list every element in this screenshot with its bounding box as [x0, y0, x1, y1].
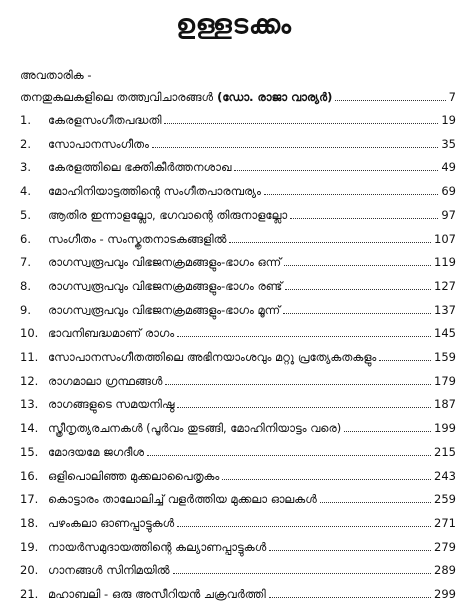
entry-title: രാഗങ്ങളുടെ സമയനിഷ്ഠ [48, 397, 175, 412]
entry-title: രാഗസ്വരൂപവും വിഭജനക്രമങ്ങളും-ഭാഗം ഒന്ന് [48, 255, 282, 270]
page-number: 271 [434, 515, 456, 530]
entry-number: 1. [20, 113, 31, 127]
entry-number: 10. [20, 326, 39, 341]
entry-title: സോപാനസംഗീതത്തിലെ അഭിനയാംശവും മറ്റു പ്രത്യേകതകളും [48, 350, 377, 364]
dot-leader [234, 170, 438, 171]
entry-number: 13. [20, 397, 39, 412]
toc-entry-row[interactable] [20, 346, 456, 364]
page-number: 215 [434, 444, 456, 459]
dot-leader [177, 407, 431, 408]
entry-title: കൊട്ടാരം താലോലിച്ച് വളർത്തിയ മുക്കലാ ഓലകൾ [48, 492, 317, 507]
page-number: 119 [434, 255, 456, 270]
entry-number: 8. [20, 278, 31, 293]
dot-leader [177, 336, 431, 337]
toc-entry-row[interactable] [20, 441, 456, 459]
entry-title: നായർസമുദായത്തിന്റെ കല്യാണപ്പാട്ടുകൾ [48, 539, 267, 554]
dot-leader [222, 479, 431, 480]
page-number: 199 [434, 421, 456, 436]
page-number: 69 [441, 184, 456, 199]
dot-leader [379, 360, 431, 361]
toc-entry-row[interactable] [20, 322, 456, 340]
toc-entry-row[interactable] [20, 204, 456, 222]
entry-number: 4. [20, 184, 31, 199]
page-number: 107 [434, 231, 456, 246]
page-number: 35 [441, 136, 456, 151]
entry-number: 5. [20, 207, 31, 222]
page-title: ഉള്ളടക്കം [176, 10, 292, 40]
page-number: 279 [434, 539, 456, 554]
dot-leader [283, 313, 431, 314]
entry-number: 15. [20, 444, 39, 459]
entry-number: 3. [20, 160, 31, 175]
dot-leader [285, 289, 431, 290]
entry-number: 21. [20, 587, 39, 601]
entry-title: പഴംകലാ ഓണപ്പാട്ടുകൾ [48, 515, 175, 530]
toc-entry-row[interactable] [20, 417, 456, 435]
entry-number: 6. [20, 231, 31, 246]
toc-preface-row[interactable] [20, 86, 456, 104]
toc-entry-row[interactable] [20, 109, 456, 127]
entry-number: 20. [20, 563, 39, 578]
entry-title: സ്ത്രീനൃത്യരചനകൾ (പൂർവം തുടങ്ങി, മോഹിനിയാട്ടം വരെ) [48, 421, 342, 436]
dot-leader [290, 218, 438, 219]
toc-entry-row[interactable] [20, 393, 456, 411]
entry-title: സംഗീതം - സംസ്കൃതനാടകങ്ങളിൽ [48, 231, 227, 246]
entry-title: മോഹിനിയാട്ടത്തിന്റെ സംഗീതപാരമ്പര്യം [48, 184, 261, 199]
entry-number: 9. [20, 302, 31, 317]
dot-leader [147, 455, 431, 456]
dot-leader [165, 384, 431, 385]
page-number: 187 [434, 397, 456, 412]
dot-leader [269, 597, 431, 598]
preface-title: തനതുകലകളിലെ തത്ത്വവിചാരങ്ങൾ [20, 90, 214, 104]
toc-entry-row[interactable] [20, 583, 456, 601]
page-number: 259 [434, 492, 456, 507]
toc-entry-row[interactable] [20, 299, 456, 317]
dot-leader [320, 502, 431, 503]
page-number: 243 [434, 468, 456, 483]
entry-title: സോപാനസംഗീതം [48, 136, 149, 151]
entry-number: 19. [20, 539, 39, 554]
page-number: 179 [434, 373, 456, 388]
entry-title: രാഗസ്വരൂപവും വിഭജനക്രമങ്ങളും-ഭാഗം രണ്ട് [48, 278, 283, 293]
toc-entry-row[interactable] [20, 559, 456, 577]
entry-title: ആതിര ഇന്നാളല്ലോ, ഭഗവാന്റെ തിരുനാളല്ലോ [48, 207, 288, 222]
toc-entry-row[interactable] [20, 156, 456, 174]
dot-leader [269, 550, 431, 551]
page-number: 159 [434, 350, 456, 364]
toc-entry-row[interactable] [20, 275, 456, 293]
entry-number: 2. [20, 136, 31, 151]
page-number: 145 [434, 326, 456, 341]
page-number: 7 [448, 90, 456, 104]
entry-number: 14. [20, 421, 39, 436]
toc-entry-row[interactable] [20, 465, 456, 483]
entry-number: 18. [20, 515, 39, 530]
toc-entry-row[interactable] [20, 180, 456, 198]
entry-title: കേരളത്തിലെ ഭക്തികീർത്തനശാഖ [48, 160, 232, 175]
toc-entry-row[interactable] [20, 536, 456, 554]
entry-number: 17. [20, 492, 39, 507]
entry-number: 16. [20, 468, 39, 483]
preface-author: (ഡോ. രാജാ വാര്യർ) [217, 90, 333, 104]
page-number: 127 [434, 278, 456, 293]
dot-leader [173, 573, 432, 574]
toc-entry-row[interactable] [20, 133, 456, 151]
entry-title: ഭാവനിബദ്ധമാണ് രാഗം [48, 326, 175, 341]
page-number: 97 [441, 207, 456, 222]
toc-entry-row[interactable] [20, 512, 456, 530]
dot-leader [229, 242, 431, 243]
entry-title: ഗാനങ്ങൾ സിനിമയിൽ [48, 563, 170, 578]
page-number: 49 [441, 160, 456, 175]
entry-title: മോദയമേ ജഗദീശ [48, 444, 144, 459]
page-number: 19 [441, 113, 456, 127]
page-number: 289 [434, 563, 456, 578]
entry-title: മഹാബലി - ഒരു അസീറിയൻ ചക്രവർത്തി [48, 587, 266, 601]
page-number: 137 [434, 302, 456, 317]
page-number: 299 [434, 587, 456, 601]
dot-leader [177, 526, 431, 527]
dot-leader [164, 123, 438, 124]
toc-entry-row[interactable] [20, 251, 456, 269]
preface-label: അവതാരിക - [20, 68, 92, 82]
toc-entry-row[interactable] [20, 488, 456, 506]
dot-leader [152, 147, 438, 148]
toc-entry-row[interactable] [20, 370, 456, 388]
dot-leader [284, 265, 431, 266]
toc-entry-row[interactable] [20, 228, 456, 246]
entry-number: 7. [20, 255, 31, 270]
dot-leader [335, 100, 445, 101]
entry-title: ഒളിപൊലിഞ്ഞ മുക്കലാപൈതൃകം [48, 468, 220, 483]
entry-title: രാഗമാലാ ഗ്രന്ഥങ്ങൾ [48, 373, 163, 388]
entry-number: 12. [20, 373, 39, 388]
entry-number: 11. [20, 350, 39, 364]
dot-leader [344, 431, 431, 432]
entry-title: രാഗസ്വരൂപവും വിഭജനക്രമങ്ങളും-ഭാഗം മൂന്ന് [48, 302, 281, 317]
entry-title: കേരളസംഗീതപദ്ധതി [48, 113, 162, 127]
dot-leader [264, 194, 438, 195]
